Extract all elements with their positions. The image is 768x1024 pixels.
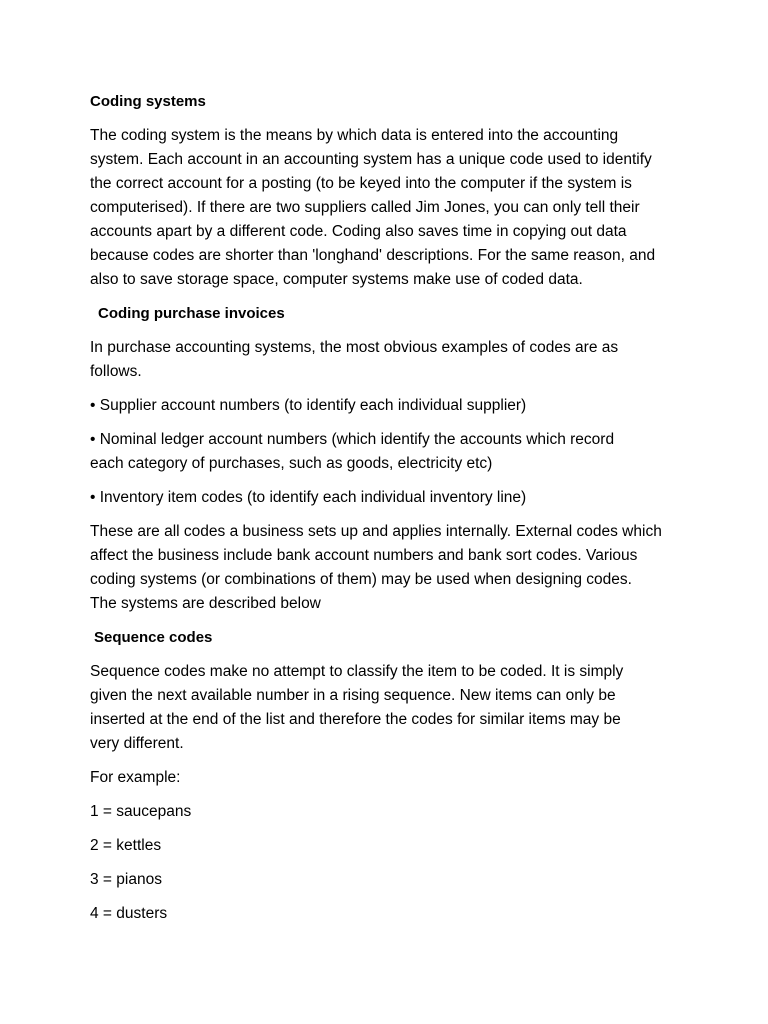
text-line: the correct account for a posting (to be keyed into the computer if the system is — [90, 175, 632, 192]
text-line: each category of purchases, such as goods, electricity etc) — [90, 455, 493, 472]
paragraph-codes-closing — [90, 520, 690, 616]
bullet-nominal-ledger-numbers — [90, 428, 690, 476]
example-item: 2 = kettles — [90, 837, 162, 854]
text-line: very different. — [90, 735, 184, 752]
text-line: • Nominal ledger account numbers (which identify the accounts which record — [90, 431, 615, 448]
example-item: 3 = pianos — [90, 871, 162, 888]
text-line: computerised). If there are two suppliers called Jim Jones, you can only tell their — [90, 199, 640, 216]
heading-coding-systems: Coding systems — [90, 93, 206, 110]
text-line: These are all codes a business sets up and applies internally. External codes which — [90, 523, 662, 540]
text-line: coding systems (or combinations of them) may be used when designing codes. — [90, 571, 632, 588]
heading-sequence-codes: Sequence codes — [94, 629, 213, 646]
paragraph-coding-systems — [90, 124, 690, 292]
text-line: inserted at the end of the list and therefore the codes for similar items may be — [90, 711, 621, 728]
text-line: accounts apart by a different code. Coding also saves time in copying out data — [90, 223, 627, 240]
document-page — [90, 90, 690, 936]
bullet-inventory-item-codes: • Inventory item codes (to identify each individual inventory line) — [90, 489, 527, 506]
text-line: system. Each account in an accounting system has a unique code used to identify — [90, 151, 652, 168]
text-line: follows. — [90, 363, 142, 380]
paragraph-purchase-intro — [90, 336, 690, 384]
text-line: because codes are shorter than 'longhand' descriptions. For the same reason, and — [90, 247, 656, 264]
heading-coding-purchase-invoices: Coding purchase invoices — [98, 305, 285, 322]
example-item: 1 = saucepans — [90, 803, 192, 820]
text-line: The coding system is the means by which data is entered into the accounting — [90, 127, 619, 144]
example-item: 4 = dusters — [90, 905, 168, 922]
text-line: also to save storage space, computer systems make use of coded data. — [90, 271, 583, 288]
text-line: affect the business include bank account numbers and bank sort codes. Various — [90, 547, 638, 564]
text-line: Sequence codes make no attempt to classify the item to be coded. It is simply — [90, 663, 624, 680]
text-line: The systems are described below — [90, 595, 321, 612]
text-line: In purchase accounting systems, the most obvious examples of codes are as — [90, 339, 619, 356]
bullet-supplier-account-numbers: • Supplier account numbers (to identify each individual supplier) — [90, 397, 527, 414]
paragraph-sequence-codes — [90, 660, 690, 756]
text-line: given the next available number in a rising sequence. New items can only be — [90, 687, 616, 704]
example-label: For example: — [90, 769, 181, 786]
